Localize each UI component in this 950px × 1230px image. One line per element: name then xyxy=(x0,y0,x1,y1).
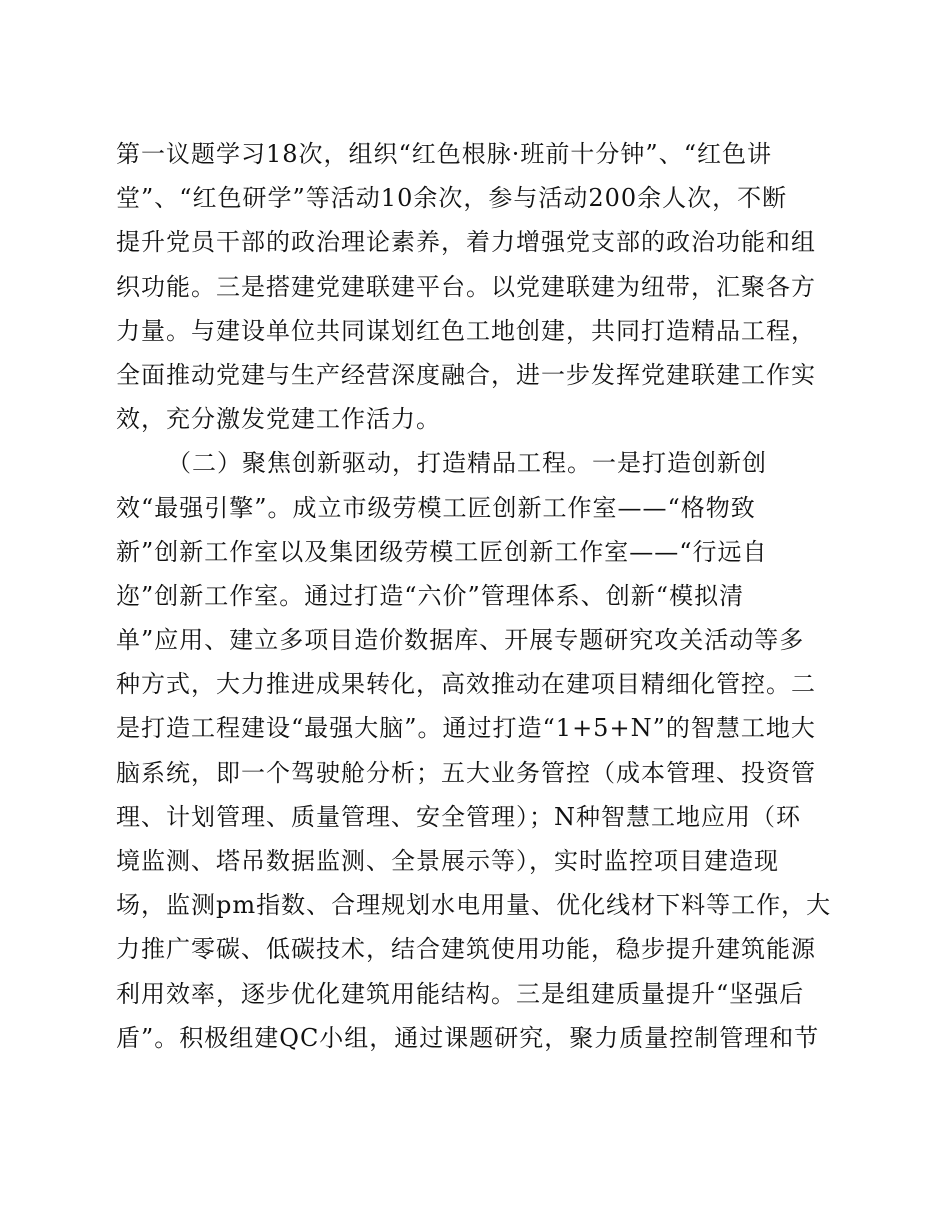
text-line: 力推广零碳、低碳技术，结合建筑使用功能，稳步提升建筑能源 xyxy=(116,935,816,964)
text-line: 效，充分激发党建工作活力。 xyxy=(116,405,441,434)
text-line: 是打造工程建设“最强大脑”。通过打造“1+5+N”的智慧工地大 xyxy=(116,714,816,743)
text-line: 单”应用、建立多项目造价数据库、开展专题研究攻关活动等多 xyxy=(116,626,805,655)
text-line: 第一议题学习18次，组织“红色根脉·班前十分钟”、“红色讲 xyxy=(116,140,772,168)
text-line: 织功能。三是搭建党建联建平台。以党建联建为纽带，汇聚各方 xyxy=(116,272,816,301)
text-line: 迩”创新工作室。通过打造“六价”管理体系、创新“模拟清 xyxy=(116,581,745,610)
text-line: 新”创新工作室以及集团级劳模工匠创新工作室——“行远自 xyxy=(116,537,768,566)
text-line: 脑系统，即一个驾驶舱分析；五大业务管控（成本管理、投资管 xyxy=(116,758,816,787)
text-line: 种方式，大力推进成果转化，高效推动在建项目精细化管控。二 xyxy=(116,670,816,699)
body-text xyxy=(116,132,836,1060)
text-line: 盾”。积极组建QC小组，通过课题研究，聚力质量控制管理和节 xyxy=(116,1023,820,1052)
text-line: 效“最强引擎”。成立市级劳模工匠创新工作室——“格物致 xyxy=(116,493,756,522)
text-line: 境监测、塔吊数据监测、全景展示等），实时监控项目建造现 xyxy=(116,847,779,875)
section-heading-line: （二）聚焦创新驱动，打造精品工程。一是打造创新创 xyxy=(167,449,767,478)
text-line: 场，监测pm指数、合理规划水电用量、优化线材下料等工作，大 xyxy=(116,891,832,920)
text-line: 提升党员干部的政治理论素养，着力增强党支部的政治功能和组 xyxy=(116,228,816,257)
text-line: 堂”、“红色研学”等活动10余次，参与活动200余人次，不断 xyxy=(116,184,788,213)
text-line: 力量。与建设单位共同谋划红色工地创建，共同打造精品工程， xyxy=(116,316,816,345)
text-line: 理、计划管理、质量管理、安全管理）；N种智慧工地应用（环 xyxy=(116,802,801,831)
text-line: 全面推动党建与生产经营深度融合，进一步发挥党建联建工作实 xyxy=(116,360,816,389)
text-line: 利用效率，逐步优化建筑用能结构。三是组建质量提升“坚强后 xyxy=(116,979,805,1008)
